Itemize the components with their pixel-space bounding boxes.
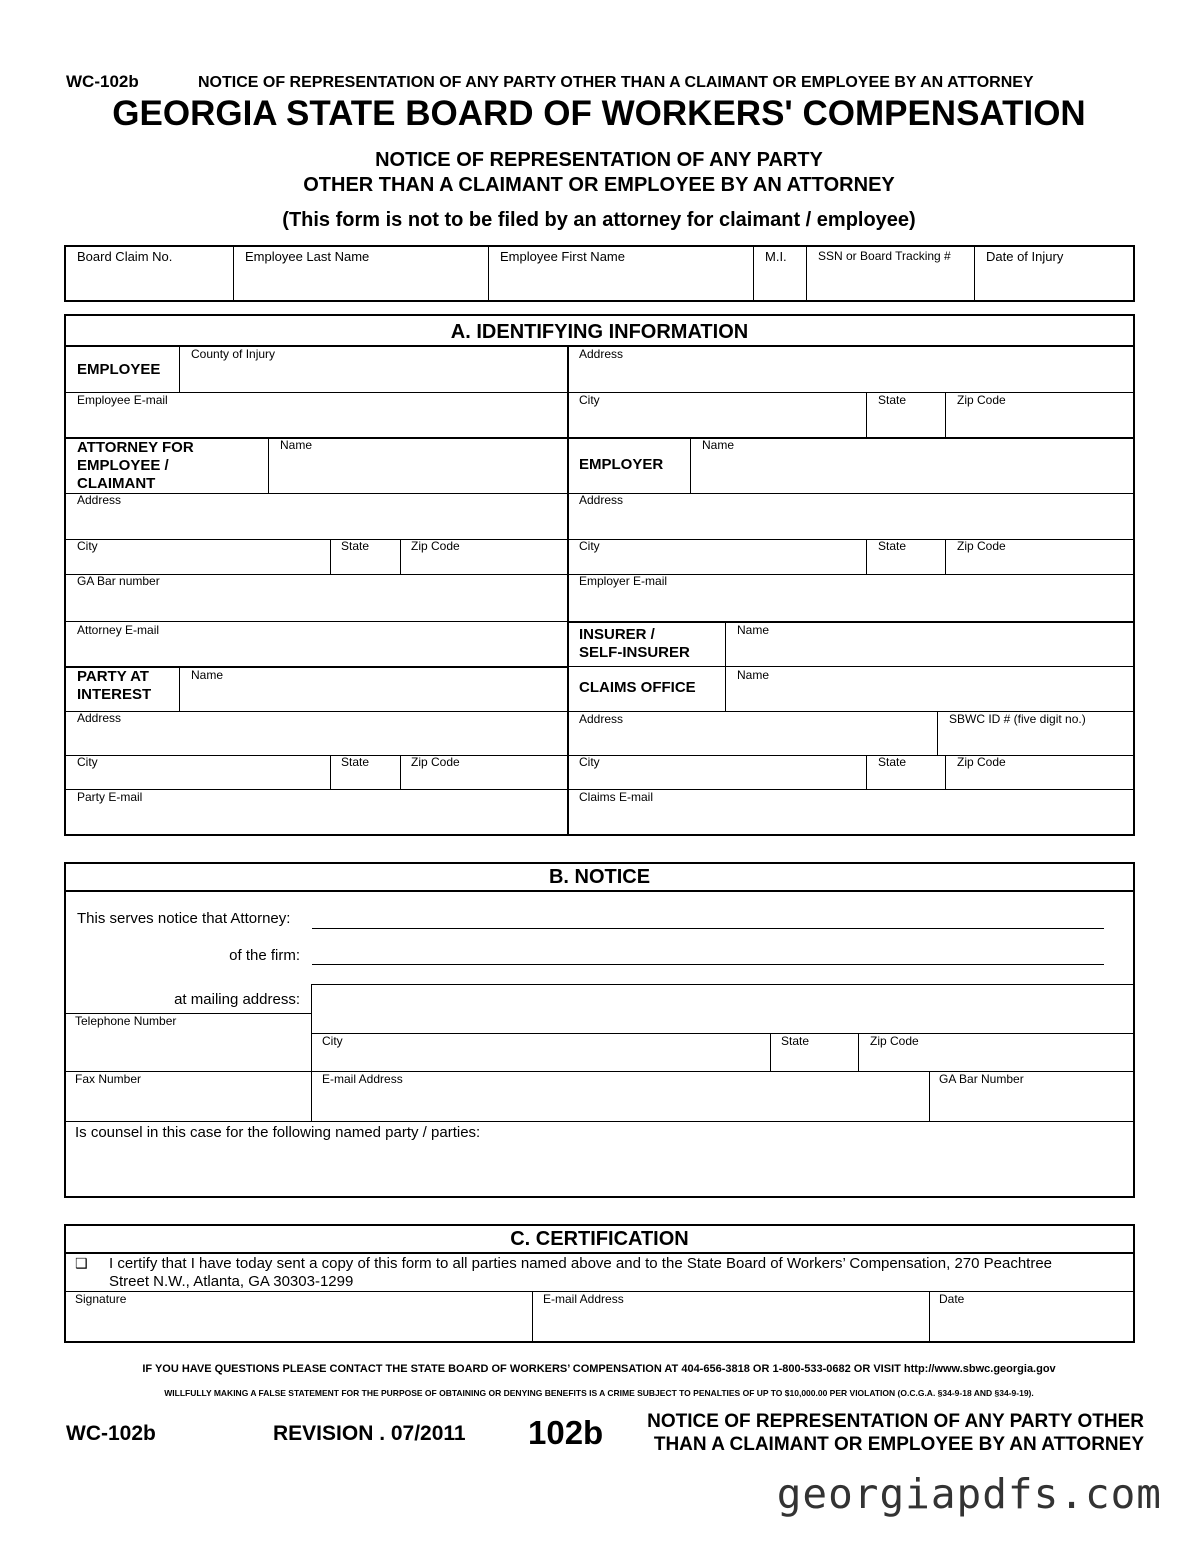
footer-form-code: WC-102b <box>66 1422 156 1445</box>
party-zip-field[interactable]: Zip Code <box>411 755 460 769</box>
ssn-field[interactable]: SSN or Board Tracking # <box>818 249 951 263</box>
party-name-field[interactable]: Name <box>191 668 224 682</box>
insurer-name-field[interactable]: Name <box>737 623 770 637</box>
attorney-city-field[interactable]: City <box>77 539 98 553</box>
party-heading-1: PARTY AT <box>77 668 149 685</box>
notice-state-field[interactable]: State <box>781 1034 810 1048</box>
mailing-address-label: at mailing address: <box>174 991 300 1008</box>
claims-office-heading: CLAIMS OFFICE <box>579 679 696 696</box>
party-state-field[interactable]: State <box>341 755 370 769</box>
watermark: georgiapdfs.com <box>776 1470 1162 1518</box>
employee-address-field[interactable]: Address <box>579 347 624 361</box>
employer-state-field[interactable]: State <box>878 539 907 553</box>
party-email-field[interactable]: Party E-mail <box>77 790 143 804</box>
notice-city-field[interactable]: City <box>322 1034 343 1048</box>
footer-title-2: THAN A CLAIMANT OR EMPLOYEE BY AN ATTORNEY <box>653 1434 1144 1455</box>
attorney-email-field[interactable]: Attorney E-mail <box>77 623 160 637</box>
claims-zip-field[interactable]: Zip Code <box>957 755 1006 769</box>
attorney-zip-field[interactable]: Zip Code <box>411 539 460 553</box>
notice-ga-bar-field[interactable]: GA Bar Number <box>939 1072 1024 1086</box>
firm-name-line[interactable] <box>312 964 1104 965</box>
sbwc-id-field[interactable]: SBWC ID # (five digit no.) <box>949 712 1086 726</box>
claims-state-field[interactable]: State <box>878 755 907 769</box>
county-of-injury-field[interactable]: County of Injury <box>191 347 276 361</box>
employee-state-field[interactable]: State <box>878 393 907 407</box>
footer-revision: REVISION . 07/2011 <box>273 1422 466 1445</box>
mi-field[interactable]: M.I. <box>765 249 787 264</box>
questions-note: IF YOU HAVE QUESTIONS PLEASE CONTACT THE STATE BOARD OF WORKERS’ COMPENSATION AT 404-656-3818 OR 1-800-533-0682 OR VISIT http://www.sbwc.georgia.gov <box>142 1363 1056 1375</box>
claims-city-field[interactable]: City <box>579 755 600 769</box>
attorney-state-field[interactable]: State <box>341 539 370 553</box>
counsel-field[interactable]: Is counsel in this case for the following named party / parties: <box>75 1124 481 1141</box>
party-city-field[interactable]: City <box>77 755 98 769</box>
notice-zip-field[interactable]: Zip Code <box>870 1034 919 1048</box>
employer-address-field[interactable]: Address <box>579 493 624 507</box>
section-a-title: A. IDENTIFYING INFORMATION <box>450 321 749 343</box>
employee-email-field[interactable]: Employee E-mail <box>77 393 168 407</box>
footer-big-code: 102b <box>528 1414 604 1451</box>
employee-last-name-field[interactable]: Employee Last Name <box>245 249 370 264</box>
attorney-address-field[interactable]: Address <box>77 493 122 507</box>
employee-heading: EMPLOYEE <box>77 361 161 378</box>
certify-checkbox[interactable]: ❑ <box>75 1255 88 1271</box>
date-of-injury-field[interactable]: Date of Injury <box>986 249 1064 264</box>
footer-title-1: NOTICE OF REPRESENTATION OF ANY PARTY OTHER <box>647 1411 1144 1432</box>
subtitle-2: OTHER THAN A CLAIMANT OR EMPLOYEE BY AN ATTORNEY <box>303 174 895 196</box>
firm-label: of the firm: <box>229 947 300 964</box>
attorney-notice-label: This serves notice that Attorney: <box>77 910 291 927</box>
cert-email-field[interactable]: E-mail Address <box>543 1292 624 1306</box>
agency-title: GEORGIA STATE BOARD OF WORKERS' COMPENSATION <box>112 94 1086 133</box>
certify-text-2: Street N.W., Atlanta, GA 30303-1299 <box>109 1273 354 1290</box>
insurer-heading-1: INSURER / <box>579 626 655 643</box>
insurer-heading-2: SELF-INSURER <box>579 644 690 661</box>
employee-city-field[interactable]: City <box>579 393 600 407</box>
claims-address-field[interactable]: Address <box>579 712 624 726</box>
attorney-heading-2: EMPLOYEE / <box>77 457 169 474</box>
employer-city-field[interactable]: City <box>579 539 600 553</box>
section-c-title: C. CERTIFICATION <box>510 1228 689 1250</box>
employer-heading: EMPLOYER <box>579 456 664 473</box>
notice-email-field[interactable]: E-mail Address <box>322 1072 403 1086</box>
section-b-title: B. NOTICE <box>548 866 651 888</box>
employer-email-field[interactable]: Employer E-mail <box>579 574 668 588</box>
party-address-field[interactable]: Address <box>77 711 122 725</box>
claims-office-name-field[interactable]: Name <box>737 668 770 682</box>
employer-name-field[interactable]: Name <box>702 438 735 452</box>
certify-text-1: I certify that I have today sent a copy of this form to all parties named above and to the State Board of Workers’ Compensation, 270 Peachtree <box>109 1255 1053 1272</box>
top-title: NOTICE OF REPRESENTATION OF ANY PARTY OTHER THAN A CLAIMANT OR EMPLOYEE BY AN ATTORNEY <box>198 74 1034 91</box>
employee-first-name-field[interactable]: Employee First Name <box>500 249 625 264</box>
board-claim-no-field[interactable]: Board Claim No. <box>77 249 173 264</box>
telephone-field[interactable]: Telephone Number <box>75 1014 177 1028</box>
fax-field[interactable]: Fax Number <box>75 1072 142 1086</box>
attorney-name-line[interactable] <box>312 928 1104 929</box>
cert-date-field[interactable]: Date <box>939 1292 965 1306</box>
attorney-heading-3: CLAIMANT <box>77 475 156 492</box>
employee-zip-field[interactable]: Zip Code <box>957 393 1006 407</box>
attorney-heading-1: ATTORNEY FOR <box>77 439 194 456</box>
warning-note: WILLFULLY MAKING A FALSE STATEMENT FOR THE PURPOSE OF OBTAINING OR DENYING BENEFITS IS A CRIME SUBJECT TO PENALTIES OF UP TO $10,000.00 PER VIOLATION (O.C.G.A. §34-9-18 AND §34-9-19). <box>164 1388 1034 1398</box>
claims-email-field[interactable]: Claims E-mail <box>579 790 654 804</box>
employer-zip-field[interactable]: Zip Code <box>957 539 1006 553</box>
form-code: WC-102b <box>66 72 139 91</box>
attorney-name-field[interactable]: Name <box>280 438 313 452</box>
form-note: (This form is not to be filed by an attorney for claimant / employee) <box>282 209 916 231</box>
subtitle-1: NOTICE OF REPRESENTATION OF ANY PARTY <box>375 149 823 171</box>
signature-field[interactable]: Signature <box>75 1292 127 1306</box>
ga-bar-number-field[interactable]: GA Bar number <box>77 574 160 588</box>
party-heading-2: INTEREST <box>77 686 152 703</box>
